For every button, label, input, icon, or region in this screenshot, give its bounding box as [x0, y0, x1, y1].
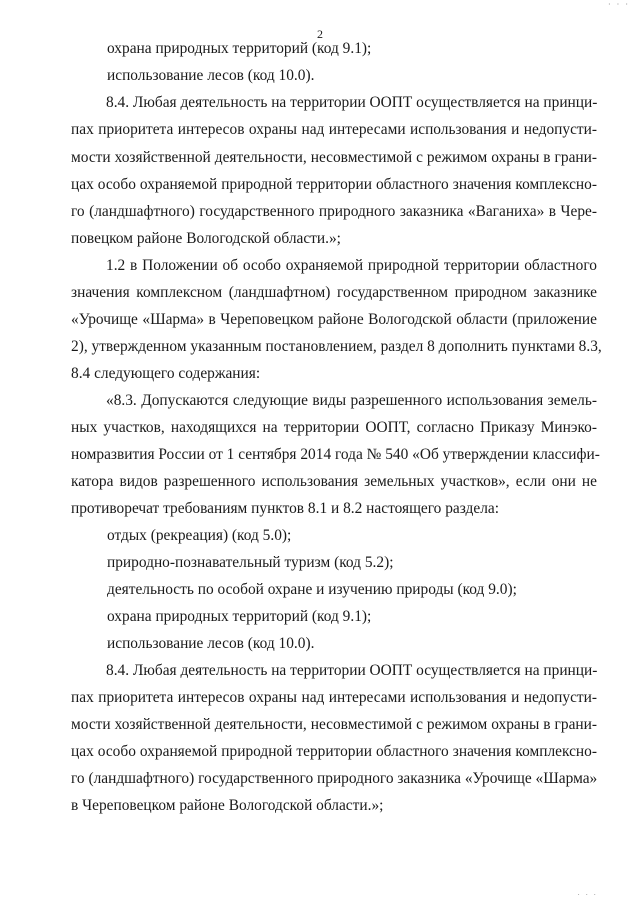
text-line: «Урочище «Шарма» в Череповецком районе Вологодской области (приложение	[71, 311, 597, 328]
text-line: 8.4 следующего содержания:	[71, 365, 261, 382]
text-line: катора видов разрешенного использования земельных участков», если они не	[71, 473, 597, 490]
text-line: номразвития России от 1 сентября 2014 года № 540 «Об утверждении классифи-	[71, 446, 600, 463]
corner-mark: · · ·	[608, 0, 630, 9]
text-line: противоречат требованиям пунктов 8.1 и 8.2 настоящего раздела:	[71, 500, 499, 517]
text-line: го (ландшафтного) государственного природного заказника «Ваганиха» в Чере-	[71, 203, 597, 220]
text-line: пах приоритета интересов охраны над интересами использования и недопусти-	[71, 121, 597, 138]
text-line: мости хозяйственной деятельности, несовместимой с режимом охраны в грани-	[71, 716, 597, 733]
text-line: 8.4. Любая деятельность на территории ООПТ осуществляется на принци-	[106, 662, 598, 679]
text-line: «8.3. Допускаются следующие виды разрешенного использования земель-	[106, 392, 597, 409]
text-line: значения комплексном (ландшафтном) государственном природном заказнике	[71, 284, 597, 301]
text-line: 2), утвержденном указанным постановлением, раздел 8 дополнить пунктами 8.3,	[71, 338, 602, 355]
text-line: цах особо охраняемой природной территории областного значения комплексно-	[71, 176, 597, 193]
text-line: отдых (рекреация) (код 5.0);	[107, 527, 292, 544]
text-line: ных участков, находящихся на территории ООПТ, согласно Приказу Минэко-	[71, 419, 597, 436]
text-line: использование лесов (код 10.0).	[107, 67, 315, 84]
text-line: 8.4. Любая деятельность на территории ООПТ осуществляется на принци-	[106, 94, 598, 111]
text-line: использование лесов (код 10.0).	[107, 635, 315, 652]
text-line: охрана природных территорий (код 9.1);	[107, 40, 372, 57]
text-line: мости хозяйственной деятельности, несовместимой с режимом охраны в грани-	[71, 149, 597, 166]
text-line: охрана природных территорий (код 9.1);	[107, 608, 372, 625]
text-line: пах приоритета интересов охраны над интересами использования и недопусти-	[71, 689, 597, 706]
text-line: природно-познавательный туризм (код 5.2);	[107, 554, 394, 571]
text-line: деятельность по особой охране и изучению природы (код 9.0);	[107, 581, 517, 598]
footer-mark: · · ·	[577, 891, 598, 899]
page-number: 2	[317, 27, 323, 41]
text-line: 1.2 в Положении об особо охраняемой природной территории областного	[106, 257, 597, 274]
text-line: повецком районе Вологодской области.»;	[71, 230, 341, 247]
text-line: в Череповецком районе Вологодской области.»;	[71, 797, 384, 814]
text-line: го (ландшафтного) государственного природного заказника «Урочище «Шарма»	[71, 770, 598, 787]
text-line: цах особо охраняемой природной территории областного значения комплексно-	[71, 743, 597, 760]
